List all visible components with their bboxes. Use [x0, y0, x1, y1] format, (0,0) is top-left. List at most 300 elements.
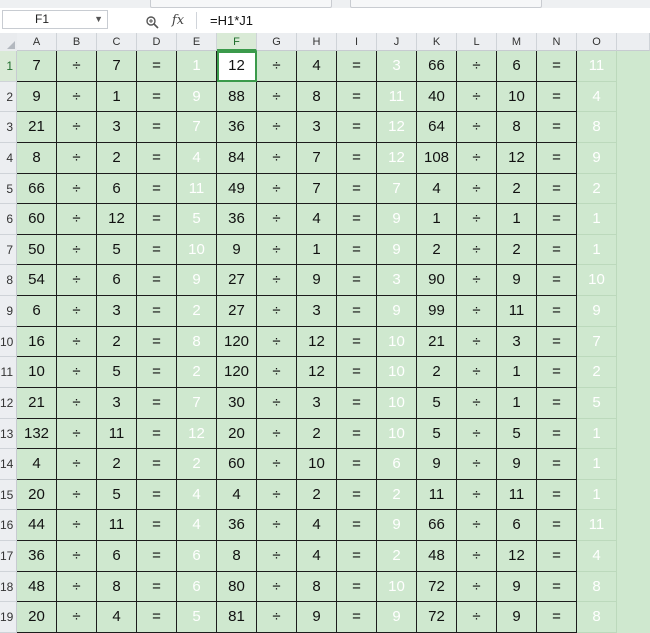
- cell-b5[interactable]: ÷: [57, 174, 97, 205]
- row-header-18[interactable]: 18: [0, 572, 17, 603]
- cell-f9[interactable]: 27: [217, 296, 257, 327]
- cell-o17[interactable]: 4: [577, 541, 617, 572]
- cell-b16[interactable]: ÷: [57, 510, 97, 541]
- cell-h14[interactable]: 10: [297, 449, 337, 480]
- cell-n10[interactable]: =: [537, 327, 577, 358]
- cell-b2[interactable]: ÷: [57, 82, 97, 113]
- cell-n13[interactable]: =: [537, 419, 577, 450]
- cell-b14[interactable]: ÷: [57, 449, 97, 480]
- insert-function-button[interactable]: fx: [171, 13, 185, 28]
- cell-d8[interactable]: =: [137, 265, 177, 296]
- cell-l6[interactable]: ÷: [457, 204, 497, 235]
- cell-k14[interactable]: 9: [417, 449, 457, 480]
- cell-e3[interactable]: 7: [177, 112, 217, 143]
- cell-e5[interactable]: 11: [177, 174, 217, 205]
- row-header-4[interactable]: 4: [0, 143, 17, 174]
- cell-d10[interactable]: =: [137, 327, 177, 358]
- cell-h19[interactable]: 9: [297, 602, 337, 633]
- cell-e10[interactable]: 8: [177, 327, 217, 358]
- cell-j17[interactable]: 2: [377, 541, 417, 572]
- cell-b19[interactable]: ÷: [57, 602, 97, 633]
- cell-n17[interactable]: =: [537, 541, 577, 572]
- cell-a12[interactable]: 21: [17, 388, 57, 419]
- cell-i16[interactable]: =: [337, 510, 377, 541]
- cell-g13[interactable]: ÷: [257, 419, 297, 450]
- cell-f2[interactable]: 88: [217, 82, 257, 113]
- cell-n15[interactable]: =: [537, 480, 577, 511]
- cell-c5[interactable]: 6: [97, 174, 137, 205]
- cell-a19[interactable]: 20: [17, 602, 57, 633]
- cell-g14[interactable]: ÷: [257, 449, 297, 480]
- row-header-9[interactable]: 9: [0, 296, 17, 327]
- cell-j2[interactable]: 11: [377, 82, 417, 113]
- row-header-19[interactable]: 19: [0, 602, 17, 633]
- cell-m17[interactable]: 12: [497, 541, 537, 572]
- cell-d5[interactable]: =: [137, 174, 177, 205]
- cell-l3[interactable]: ÷: [457, 112, 497, 143]
- row-header-8[interactable]: 8: [0, 265, 17, 296]
- cell-o7[interactable]: 1: [577, 235, 617, 266]
- row-header-6[interactable]: 6: [0, 204, 17, 235]
- cell-i7[interactable]: =: [337, 235, 377, 266]
- cell-a11[interactable]: 10: [17, 357, 57, 388]
- cell-o12[interactable]: 5: [577, 388, 617, 419]
- cell-a17[interactable]: 36: [17, 541, 57, 572]
- cell-g11[interactable]: ÷: [257, 357, 297, 388]
- cell-d13[interactable]: =: [137, 419, 177, 450]
- cell-o1[interactable]: 11: [577, 51, 617, 82]
- column-header-l[interactable]: L: [457, 33, 497, 51]
- cell-g4[interactable]: ÷: [257, 143, 297, 174]
- cell-l10[interactable]: ÷: [457, 327, 497, 358]
- cell-g2[interactable]: ÷: [257, 82, 297, 113]
- row-header-13[interactable]: 13: [0, 419, 17, 450]
- cell-m6[interactable]: 1: [497, 204, 537, 235]
- row-header-11[interactable]: 11: [0, 357, 17, 388]
- column-header-f[interactable]: F: [217, 33, 257, 51]
- row-header-10[interactable]: 10: [0, 327, 17, 358]
- column-header-d[interactable]: D: [137, 33, 177, 51]
- cell-i14[interactable]: =: [337, 449, 377, 480]
- cell-g18[interactable]: ÷: [257, 572, 297, 603]
- cell-a18[interactable]: 48: [17, 572, 57, 603]
- cell-b9[interactable]: ÷: [57, 296, 97, 327]
- cell-m5[interactable]: 2: [497, 174, 537, 205]
- cell-m7[interactable]: 2: [497, 235, 537, 266]
- row-header-7[interactable]: 7: [0, 235, 17, 266]
- cell-e12[interactable]: 7: [177, 388, 217, 419]
- cell-e4[interactable]: 4: [177, 143, 217, 174]
- cell-d12[interactable]: =: [137, 388, 177, 419]
- cell-g15[interactable]: ÷: [257, 480, 297, 511]
- cell-n14[interactable]: =: [537, 449, 577, 480]
- cell-g7[interactable]: ÷: [257, 235, 297, 266]
- cell-k19[interactable]: 72: [417, 602, 457, 633]
- cell-i17[interactable]: =: [337, 541, 377, 572]
- cell-e14[interactable]: 2: [177, 449, 217, 480]
- name-box[interactable]: [2, 10, 108, 29]
- cell-g1[interactable]: ÷: [257, 51, 297, 82]
- cell-n1[interactable]: =: [537, 51, 577, 82]
- cell-d16[interactable]: =: [137, 510, 177, 541]
- column-header-o[interactable]: O: [577, 33, 617, 51]
- cell-m2[interactable]: 10: [497, 82, 537, 113]
- cell-i8[interactable]: =: [337, 265, 377, 296]
- cell-d3[interactable]: =: [137, 112, 177, 143]
- cell-j4[interactable]: 12: [377, 143, 417, 174]
- cell-k17[interactable]: 48: [417, 541, 457, 572]
- cell-l17[interactable]: ÷: [457, 541, 497, 572]
- row-header-1[interactable]: 1: [0, 51, 17, 82]
- cell-e1[interactable]: 1: [177, 51, 217, 82]
- cell-b18[interactable]: ÷: [57, 572, 97, 603]
- cell-m16[interactable]: 6: [497, 510, 537, 541]
- cell-j11[interactable]: 10: [377, 357, 417, 388]
- cell-c14[interactable]: 2: [97, 449, 137, 480]
- cell-e2[interactable]: 9: [177, 82, 217, 113]
- cell-i18[interactable]: =: [337, 572, 377, 603]
- cell-k9[interactable]: 99: [417, 296, 457, 327]
- cell-h7[interactable]: 1: [297, 235, 337, 266]
- cell-h13[interactable]: 2: [297, 419, 337, 450]
- cell-c9[interactable]: 3: [97, 296, 137, 327]
- cell-h15[interactable]: 2: [297, 480, 337, 511]
- cell-e17[interactable]: 6: [177, 541, 217, 572]
- cell-n18[interactable]: =: [537, 572, 577, 603]
- cell-l5[interactable]: ÷: [457, 174, 497, 205]
- cell-b6[interactable]: ÷: [57, 204, 97, 235]
- cell-n8[interactable]: =: [537, 265, 577, 296]
- cell-g6[interactable]: ÷: [257, 204, 297, 235]
- cell-l9[interactable]: ÷: [457, 296, 497, 327]
- column-header-n[interactable]: N: [537, 33, 577, 51]
- cell-c8[interactable]: 6: [97, 265, 137, 296]
- column-header-c[interactable]: C: [97, 33, 137, 51]
- cell-b11[interactable]: ÷: [57, 357, 97, 388]
- cell-k1[interactable]: 66: [417, 51, 457, 82]
- cell-j14[interactable]: 6: [377, 449, 417, 480]
- cell-l1[interactable]: ÷: [457, 51, 497, 82]
- cell-f14[interactable]: 60: [217, 449, 257, 480]
- cell-l19[interactable]: ÷: [457, 602, 497, 633]
- cell-k5[interactable]: 4: [417, 174, 457, 205]
- column-header-a[interactable]: A: [17, 33, 57, 51]
- cell-m10[interactable]: 3: [497, 327, 537, 358]
- cell-a5[interactable]: 66: [17, 174, 57, 205]
- cell-j16[interactable]: 9: [377, 510, 417, 541]
- cell-k16[interactable]: 66: [417, 510, 457, 541]
- cell-h12[interactable]: 3: [297, 388, 337, 419]
- row-header-5[interactable]: 5: [0, 174, 17, 205]
- cell-n9[interactable]: =: [537, 296, 577, 327]
- cell-f19[interactable]: 81: [217, 602, 257, 633]
- cell-i11[interactable]: =: [337, 357, 377, 388]
- row-header-12[interactable]: 12: [0, 388, 17, 419]
- row-header-16[interactable]: 16: [0, 510, 17, 541]
- cell-o11[interactable]: 2: [577, 357, 617, 388]
- cell-k2[interactable]: 40: [417, 82, 457, 113]
- cell-o5[interactable]: 2: [577, 174, 617, 205]
- cell-a8[interactable]: 54: [17, 265, 57, 296]
- cell-b13[interactable]: ÷: [57, 419, 97, 450]
- cell-d7[interactable]: =: [137, 235, 177, 266]
- cell-o2[interactable]: 4: [577, 82, 617, 113]
- cell-d14[interactable]: =: [137, 449, 177, 480]
- cell-m12[interactable]: 1: [497, 388, 537, 419]
- cell-c12[interactable]: 3: [97, 388, 137, 419]
- cell-e15[interactable]: 4: [177, 480, 217, 511]
- cell-i5[interactable]: =: [337, 174, 377, 205]
- cell-j5[interactable]: 7: [377, 174, 417, 205]
- row-header-17[interactable]: 17: [0, 541, 17, 572]
- cell-j1[interactable]: 3: [377, 51, 417, 82]
- cell-a9[interactable]: 6: [17, 296, 57, 327]
- cell-d11[interactable]: =: [137, 357, 177, 388]
- row-header-14[interactable]: 14: [0, 449, 17, 480]
- cell-c7[interactable]: 5: [97, 235, 137, 266]
- column-header-i[interactable]: I: [337, 33, 377, 51]
- cell-a16[interactable]: 44: [17, 510, 57, 541]
- cell-o16[interactable]: 11: [577, 510, 617, 541]
- cell-d15[interactable]: =: [137, 480, 177, 511]
- cell-b4[interactable]: ÷: [57, 143, 97, 174]
- cell-d9[interactable]: =: [137, 296, 177, 327]
- cell-g17[interactable]: ÷: [257, 541, 297, 572]
- cell-h9[interactable]: 3: [297, 296, 337, 327]
- cell-f4[interactable]: 84: [217, 143, 257, 174]
- cell-b3[interactable]: ÷: [57, 112, 97, 143]
- cell-m11[interactable]: 1: [497, 357, 537, 388]
- row-header-3[interactable]: 3: [0, 112, 17, 143]
- cell-g9[interactable]: ÷: [257, 296, 297, 327]
- cell-e18[interactable]: 6: [177, 572, 217, 603]
- cell-f15[interactable]: 4: [217, 480, 257, 511]
- column-header-k[interactable]: K: [417, 33, 457, 51]
- cell-c1[interactable]: 7: [97, 51, 137, 82]
- column-header-g[interactable]: G: [257, 33, 297, 51]
- cell-f17[interactable]: 8: [217, 541, 257, 572]
- cell-l16[interactable]: ÷: [457, 510, 497, 541]
- cell-e9[interactable]: 2: [177, 296, 217, 327]
- cell-i13[interactable]: =: [337, 419, 377, 450]
- cell-m1[interactable]: 6: [497, 51, 537, 82]
- cell-f6[interactable]: 36: [217, 204, 257, 235]
- cell-f7[interactable]: 9: [217, 235, 257, 266]
- cell-o3[interactable]: 8: [577, 112, 617, 143]
- cell-b8[interactable]: ÷: [57, 265, 97, 296]
- column-header-j[interactable]: J: [377, 33, 417, 51]
- cell-i12[interactable]: =: [337, 388, 377, 419]
- cell-h6[interactable]: 4: [297, 204, 337, 235]
- cell-k15[interactable]: 11: [417, 480, 457, 511]
- cell-f3[interactable]: 36: [217, 112, 257, 143]
- cell-j18[interactable]: 10: [377, 572, 417, 603]
- document-tab[interactable]: [150, 0, 332, 8]
- cell-n16[interactable]: =: [537, 510, 577, 541]
- magnifier-icon[interactable]: [142, 11, 162, 30]
- cell-d4[interactable]: =: [137, 143, 177, 174]
- formula-input[interactable]: =H1*J1: [210, 13, 253, 28]
- cell-b7[interactable]: ÷: [57, 235, 97, 266]
- cell-d1[interactable]: =: [137, 51, 177, 82]
- cell-n4[interactable]: =: [537, 143, 577, 174]
- cell-e11[interactable]: 2: [177, 357, 217, 388]
- cell-m13[interactable]: 5: [497, 419, 537, 450]
- cell-h18[interactable]: 8: [297, 572, 337, 603]
- cell-a6[interactable]: 60: [17, 204, 57, 235]
- cell-l13[interactable]: ÷: [457, 419, 497, 450]
- cell-h10[interactable]: 12: [297, 327, 337, 358]
- cell-i4[interactable]: =: [337, 143, 377, 174]
- cell-c3[interactable]: 3: [97, 112, 137, 143]
- cell-i10[interactable]: =: [337, 327, 377, 358]
- cell-h4[interactable]: 7: [297, 143, 337, 174]
- cell-c11[interactable]: 5: [97, 357, 137, 388]
- cell-n2[interactable]: =: [537, 82, 577, 113]
- cell-e8[interactable]: 9: [177, 265, 217, 296]
- cell-h8[interactable]: 9: [297, 265, 337, 296]
- cell-h17[interactable]: 4: [297, 541, 337, 572]
- cell-o18[interactable]: 8: [577, 572, 617, 603]
- cell-e13[interactable]: 12: [177, 419, 217, 450]
- cell-g10[interactable]: ÷: [257, 327, 297, 358]
- cell-k3[interactable]: 64: [417, 112, 457, 143]
- cell-c19[interactable]: 4: [97, 602, 137, 633]
- cell-i1[interactable]: =: [337, 51, 377, 82]
- cell-i2[interactable]: =: [337, 82, 377, 113]
- cell-f10[interactable]: 120: [217, 327, 257, 358]
- cell-h2[interactable]: 8: [297, 82, 337, 113]
- cell-b1[interactable]: ÷: [57, 51, 97, 82]
- cell-g19[interactable]: ÷: [257, 602, 297, 633]
- cell-c13[interactable]: 11: [97, 419, 137, 450]
- cell-j6[interactable]: 9: [377, 204, 417, 235]
- cell-g3[interactable]: ÷: [257, 112, 297, 143]
- cell-j10[interactable]: 10: [377, 327, 417, 358]
- cell-m14[interactable]: 9: [497, 449, 537, 480]
- cell-c10[interactable]: 2: [97, 327, 137, 358]
- cell-e6[interactable]: 5: [177, 204, 217, 235]
- document-tab[interactable]: [350, 0, 542, 8]
- cell-h11[interactable]: 12: [297, 357, 337, 388]
- cell-a15[interactable]: 20: [17, 480, 57, 511]
- cell-j19[interactable]: 9: [377, 602, 417, 633]
- cell-n6[interactable]: =: [537, 204, 577, 235]
- cell-c2[interactable]: 1: [97, 82, 137, 113]
- cell-h16[interactable]: 4: [297, 510, 337, 541]
- cell-l4[interactable]: ÷: [457, 143, 497, 174]
- cell-f18[interactable]: 80: [217, 572, 257, 603]
- cell-a14[interactable]: 4: [17, 449, 57, 480]
- cell-b17[interactable]: ÷: [57, 541, 97, 572]
- cell-f1[interactable]: 12: [217, 51, 257, 82]
- cell-d6[interactable]: =: [137, 204, 177, 235]
- cell-e16[interactable]: 4: [177, 510, 217, 541]
- cell-h1[interactable]: 4: [297, 51, 337, 82]
- cell-o6[interactable]: 1: [577, 204, 617, 235]
- cell-o15[interactable]: 1: [577, 480, 617, 511]
- cell-c16[interactable]: 11: [97, 510, 137, 541]
- cell-e7[interactable]: 10: [177, 235, 217, 266]
- cell-a7[interactable]: 50: [17, 235, 57, 266]
- cell-e19[interactable]: 5: [177, 602, 217, 633]
- cell-c15[interactable]: 5: [97, 480, 137, 511]
- cell-o19[interactable]: 8: [577, 602, 617, 633]
- cell-m3[interactable]: 8: [497, 112, 537, 143]
- cell-i9[interactable]: =: [337, 296, 377, 327]
- cell-k18[interactable]: 72: [417, 572, 457, 603]
- cell-l8[interactable]: ÷: [457, 265, 497, 296]
- cell-o14[interactable]: 1: [577, 449, 617, 480]
- cell-f8[interactable]: 27: [217, 265, 257, 296]
- cell-d19[interactable]: =: [137, 602, 177, 633]
- cell-h5[interactable]: 7: [297, 174, 337, 205]
- cell-n5[interactable]: =: [537, 174, 577, 205]
- cell-k11[interactable]: 2: [417, 357, 457, 388]
- cell-k4[interactable]: 108: [417, 143, 457, 174]
- cell-a10[interactable]: 16: [17, 327, 57, 358]
- cell-g8[interactable]: ÷: [257, 265, 297, 296]
- cell-b15[interactable]: ÷: [57, 480, 97, 511]
- cell-n19[interactable]: =: [537, 602, 577, 633]
- cell-l14[interactable]: ÷: [457, 449, 497, 480]
- cell-j13[interactable]: 10: [377, 419, 417, 450]
- cell-f16[interactable]: 36: [217, 510, 257, 541]
- cell-f11[interactable]: 120: [217, 357, 257, 388]
- cell-o9[interactable]: 9: [577, 296, 617, 327]
- column-header-b[interactable]: B: [57, 33, 97, 51]
- cell-k13[interactable]: 5: [417, 419, 457, 450]
- cell-o8[interactable]: 10: [577, 265, 617, 296]
- cell-l12[interactable]: ÷: [457, 388, 497, 419]
- cell-c4[interactable]: 2: [97, 143, 137, 174]
- cell-f12[interactable]: 30: [217, 388, 257, 419]
- cell-j3[interactable]: 12: [377, 112, 417, 143]
- cell-g5[interactable]: ÷: [257, 174, 297, 205]
- cell-j8[interactable]: 3: [377, 265, 417, 296]
- row-header-15[interactable]: 15: [0, 480, 17, 511]
- cell-i3[interactable]: =: [337, 112, 377, 143]
- cell-o10[interactable]: 7: [577, 327, 617, 358]
- cell-n12[interactable]: =: [537, 388, 577, 419]
- cell-n7[interactable]: =: [537, 235, 577, 266]
- cell-c6[interactable]: 12: [97, 204, 137, 235]
- cell-l11[interactable]: ÷: [457, 357, 497, 388]
- column-header-m[interactable]: M: [497, 33, 537, 51]
- cell-l18[interactable]: ÷: [457, 572, 497, 603]
- cell-f13[interactable]: 20: [217, 419, 257, 450]
- cell-j9[interactable]: 9: [377, 296, 417, 327]
- chevron-down-icon[interactable]: ▼: [94, 14, 103, 24]
- cell-m19[interactable]: 9: [497, 602, 537, 633]
- cell-n11[interactable]: =: [537, 357, 577, 388]
- cell-k6[interactable]: 1: [417, 204, 457, 235]
- cell-l15[interactable]: ÷: [457, 480, 497, 511]
- cell-g12[interactable]: ÷: [257, 388, 297, 419]
- cell-d18[interactable]: =: [137, 572, 177, 603]
- cell-f5[interactable]: 49: [217, 174, 257, 205]
- cell-o13[interactable]: 1: [577, 419, 617, 450]
- cell-i15[interactable]: =: [337, 480, 377, 511]
- cell-k7[interactable]: 2: [417, 235, 457, 266]
- cell-a13[interactable]: 132: [17, 419, 57, 450]
- cell-o4[interactable]: 9: [577, 143, 617, 174]
- cell-a4[interactable]: 8: [17, 143, 57, 174]
- cell-m15[interactable]: 11: [497, 480, 537, 511]
- select-all-corner[interactable]: [0, 33, 18, 52]
- cell-a1[interactable]: 7: [17, 51, 57, 82]
- cell-m8[interactable]: 9: [497, 265, 537, 296]
